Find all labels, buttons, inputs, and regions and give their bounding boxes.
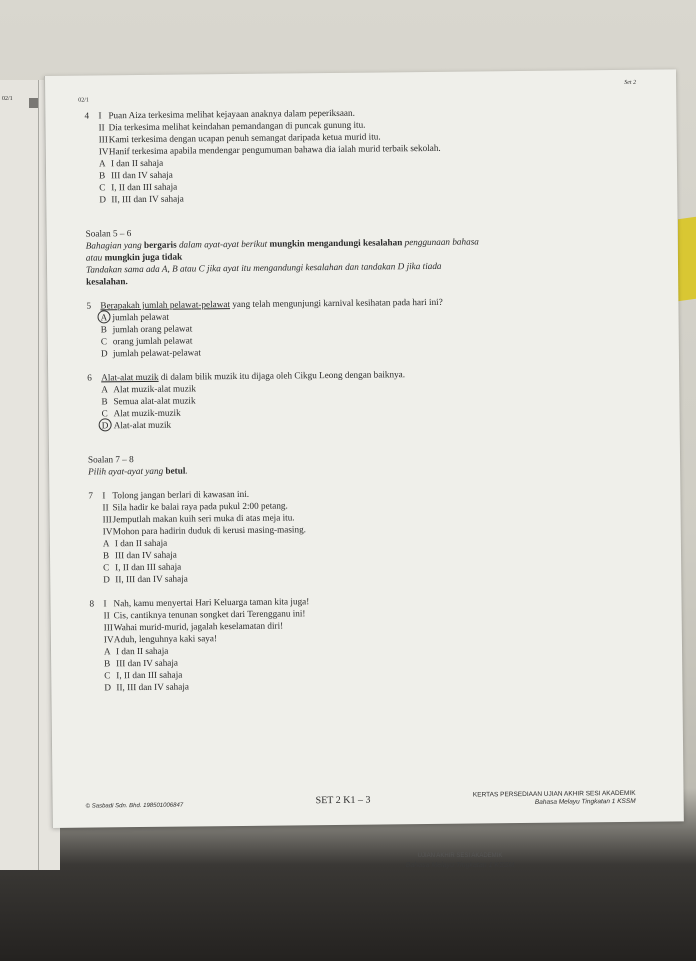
question-text: yang telah mengunjungi karnival kesihatan pada hari ini? xyxy=(232,296,443,310)
paper-title-line2: Bahasa Melayu Tingkatan 1 KSSM xyxy=(534,797,636,806)
page-footer xyxy=(85,789,646,810)
statement-text: Jemputlah makan kuih seri muka di atas meja itu. xyxy=(112,512,295,525)
question-number: 5 xyxy=(86,300,92,311)
instruction-text: penggunaan bahasa xyxy=(404,236,479,248)
paper-title-line1: KERTAS PERSEDIAAN UJIAN AKHIR SESI AKADEMIK xyxy=(472,789,636,799)
roman-numeral: I xyxy=(102,490,106,501)
option-text: jumlah orang pelawat xyxy=(112,323,193,335)
instruction-text: . xyxy=(185,465,188,476)
roman-numeral: III xyxy=(102,514,112,525)
question-number: 4 xyxy=(84,110,90,121)
exam-page xyxy=(44,69,684,828)
statement-text: Hanif terkesima apabila mendengar pengumuman bahawa dia ialah murid terbaik sekolah. xyxy=(108,142,441,157)
option-text: jumlah pelawat xyxy=(112,311,169,323)
question-8 xyxy=(89,592,650,694)
statement-text: Dia terkesima melihat keindahan pemandangan di puncak gunung itu. xyxy=(108,119,366,133)
option-text: II, III dan IV sahaja xyxy=(115,573,188,585)
option-text: I dan II sahaja xyxy=(115,645,169,657)
option-letter: D xyxy=(103,574,110,585)
underlined-phrase: Alat-alat muzik xyxy=(101,371,159,383)
roman-numeral: IV xyxy=(102,526,113,537)
option-letter: C xyxy=(101,408,108,419)
option-text: III dan IV sahaja xyxy=(116,657,179,669)
option-letter: C xyxy=(103,562,110,573)
option-text: Alat-alat muzik xyxy=(113,419,172,431)
option-text: Alat muzik-alat muzik xyxy=(113,383,197,395)
statement-text: Nah, kamu menyertai Hari Keluarga taman kita juga! xyxy=(113,596,310,609)
question-5 xyxy=(86,294,647,360)
underlying-page-footer xyxy=(260,852,660,870)
option-letter: A xyxy=(98,158,106,169)
question-text: di dalam bilik muzik itu dijaga oleh Cikgu Leong dengan baiknya. xyxy=(160,369,406,382)
option-letter: D xyxy=(99,194,106,205)
roman-numeral: III xyxy=(103,622,114,633)
roman-numeral: II xyxy=(103,610,110,621)
question-number: 7 xyxy=(88,490,94,501)
roman-numeral: I xyxy=(98,110,102,121)
section-instruction: Tandakan sama ada A, B atau C jika ayat itu mengandungi kesalahan dan tandakan D jika tiada xyxy=(85,260,442,275)
option-text: II, III dan IV sahaja xyxy=(116,681,189,693)
statement-text: Aduh, lenguhnya kaki saya! xyxy=(113,633,218,645)
roman-numeral: II xyxy=(98,122,105,133)
option-text: Alat muzik-muzik xyxy=(113,407,181,419)
option-letter: D xyxy=(104,682,112,693)
option-letter: A xyxy=(100,311,112,323)
option-letter: B xyxy=(104,658,111,669)
option-letter: C xyxy=(99,182,106,193)
option-letter: C xyxy=(100,336,107,347)
instruction-bold: betul xyxy=(165,465,186,476)
statement-text: Sila hadir ke balai raya pada pukul 2:00 petang. xyxy=(112,500,288,513)
statement-text: Mohon para hadirin duduk di kerusi masing-masing. xyxy=(112,524,306,537)
roman-numeral: II xyxy=(102,502,109,513)
option-text: I, II dan III sahaja xyxy=(115,561,182,573)
roman-numeral: III xyxy=(98,134,108,145)
option-text: II, III dan IV sahaja xyxy=(111,193,184,205)
option-text: orang jumlah pelawat xyxy=(112,335,193,347)
statement-text: Puan Aiza terkesima melihat kejayaan anaknya dalam peperiksaan. xyxy=(108,107,355,121)
underlying-footer-line1: UJIAN AKHIR SESI AKADEMIK xyxy=(417,853,503,859)
option-text: I, II dan III sahaja xyxy=(111,181,178,193)
instruction-text: dalam ayat-ayat berikut xyxy=(178,238,268,250)
option-text: I dan II sahaja xyxy=(110,157,164,169)
option-letter: D xyxy=(102,419,114,431)
option-letter: A xyxy=(103,646,111,657)
option-letter: B xyxy=(101,396,108,407)
instruction-bold: mungkin juga tidak xyxy=(104,251,183,263)
instruction-bold: bergaris xyxy=(143,239,177,250)
section-instruction: kesalahan. xyxy=(86,276,128,287)
statement-text: Tolong jangan berlari di kawasan ini. xyxy=(112,488,250,501)
roman-numeral: IV xyxy=(98,146,109,157)
binding-rule xyxy=(38,80,39,870)
back-sheet-page-number: 02/1 xyxy=(2,96,13,102)
option-letter: D xyxy=(100,348,108,359)
statement-text: Kami terkesima dengan ucapan penuh semangat daripada ketua murid itu. xyxy=(108,131,381,145)
set-page-code: SET 2 K1 – 3 xyxy=(315,794,371,807)
instruction-bold: mungkin mengandungi kesalahan xyxy=(269,237,403,249)
instruction-text: atau xyxy=(85,252,103,263)
page-content xyxy=(84,104,650,702)
statement-text: Wahai murid-murid, jagalah keselamatan diri! xyxy=(113,620,284,633)
roman-numeral: IV xyxy=(103,634,114,645)
question-number: 8 xyxy=(89,598,95,609)
option-letter: A xyxy=(101,384,108,395)
option-text: jumlah pelawat-pelawat xyxy=(112,347,201,359)
option-text: III dan IV sahaja xyxy=(110,169,173,181)
question-4 xyxy=(84,104,645,206)
option-letter: B xyxy=(98,170,106,181)
question-6 xyxy=(87,366,648,432)
underlying-footer-line2: Bahasa Melayu Tingkatan 1 KSSM xyxy=(405,862,515,869)
instruction-text: Bahagian yang xyxy=(85,239,142,251)
instruction-text: Pilih ayat-ayat yang xyxy=(88,465,164,477)
set-label: Set 2 xyxy=(624,79,637,86)
option-text: I dan II sahaja xyxy=(114,537,168,549)
underlined-phrase: Berapakah jumlah pelawat-pelawat xyxy=(100,299,231,311)
statement-text: Cis, cantiknya tenunan songket dari Terengganu ini! xyxy=(113,608,306,621)
option-letter: B xyxy=(102,550,110,561)
section-heading-7-8 xyxy=(88,448,648,478)
section-title: Soalan 7 – 8 xyxy=(87,454,134,465)
question-7 xyxy=(88,484,649,586)
option-text: I, II dan III sahaja xyxy=(116,669,183,681)
yellow-bookmark-tab xyxy=(678,217,696,302)
roman-numeral: I xyxy=(103,598,107,609)
option-text: Semua alat-alat muzik xyxy=(113,395,196,407)
section-heading-5-6 xyxy=(86,222,647,288)
question-number: 6 xyxy=(87,372,92,383)
paper-title xyxy=(473,790,636,808)
section-title: Soalan 5 – 6 xyxy=(85,228,132,239)
option-letter: C xyxy=(104,670,111,681)
copyright-text: © Sasbadi Sdn. Bhd. 198501006847 xyxy=(85,802,184,810)
option-text: III dan IV sahaja xyxy=(114,549,177,561)
option-letter: B xyxy=(100,324,107,335)
option-letter: A xyxy=(102,538,110,549)
page-header-code: 02/1 xyxy=(78,97,89,104)
